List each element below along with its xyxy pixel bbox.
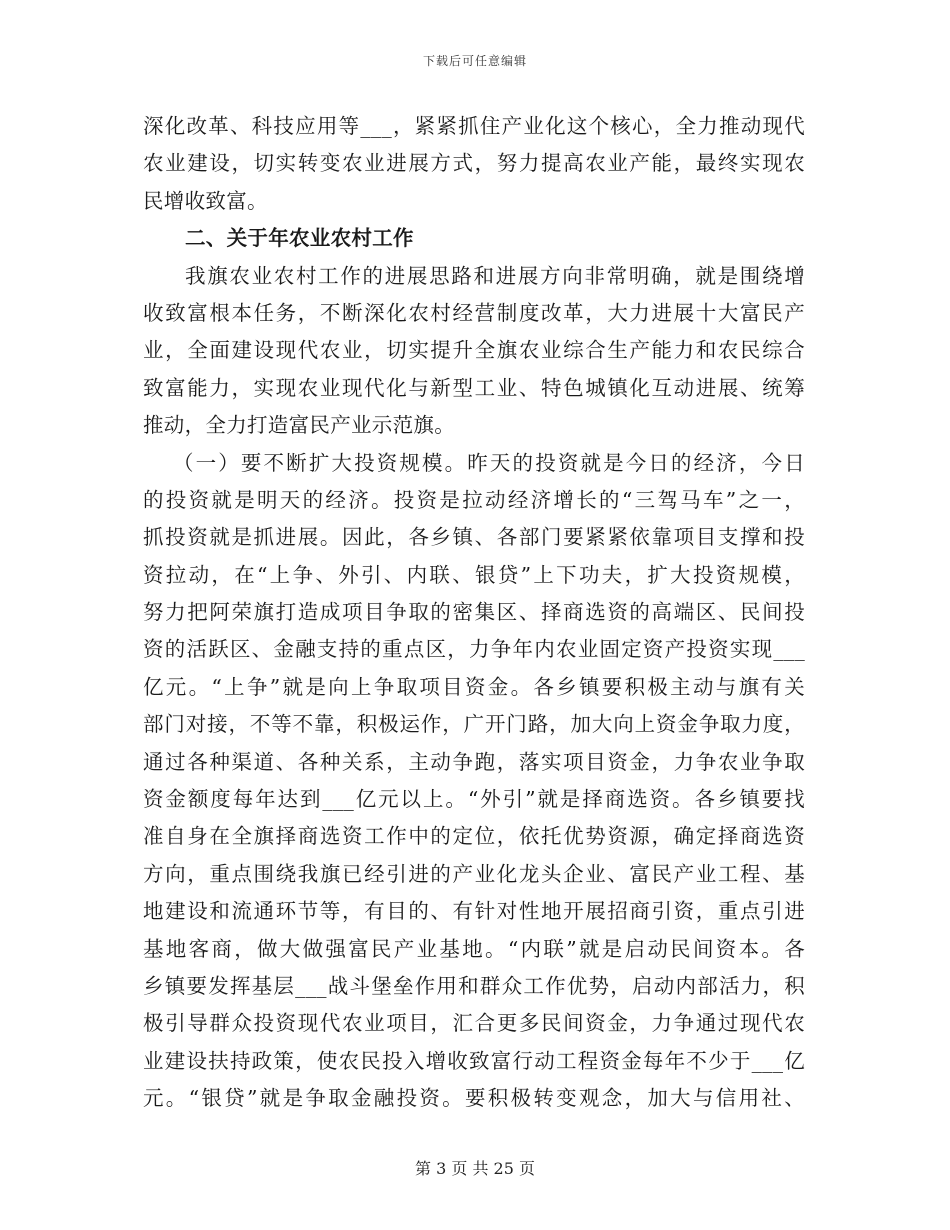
text-line: 民增收致富。 xyxy=(143,188,268,213)
text-line: 抓投资就是抓进展。因此，各乡镇、各部门要紧紧依靠项目支撑和投 xyxy=(143,525,805,550)
text-line: 深化改革、科技应用等___，紧紧抓住产业化这个核心，全力推动现代 xyxy=(143,114,805,138)
text-line: 努力把阿荣旗打造成项目争取的密集区、择商选资的高端区、民间投 xyxy=(143,600,805,625)
text-line: 乡镇要发挥基层___战斗堡垒作用和群众工作优势，启动内部活力，积 xyxy=(143,973,805,998)
text-line: 资拉动，在“上争、外引、内联、银贷”上下功夫，扩大投资规模， xyxy=(143,562,805,587)
text-line: 致富能力，实现农业现代化与新型工业、特色城镇化互动进展、统筹 xyxy=(143,375,805,400)
text-line: 方向，重点围绕我旗已经引进的产业化龙头企业、富民产业工程、基 xyxy=(143,861,805,886)
section-heading: 二、关于年农业农村工作 xyxy=(185,226,414,251)
text-line: 亿元。“上争”就是向上争取项目资金。各乡镇要积极主动与旗有关 xyxy=(143,674,805,699)
text-line: 极引导群众投资现代农业项目，汇合更多民间资金，力争通过现代农 xyxy=(143,1011,805,1036)
text-line: 地建设和流通环节等，有目的、有针对性地开展招商引资，重点引进 xyxy=(143,899,805,924)
text-line: 部门对接，不等不靠，积极运作，广开门路，加大向上资金争取力度， xyxy=(143,712,805,737)
text-line: 准自身在全旗择商选资工作中的定位，依托优势资源，确定择商选资 xyxy=(143,824,805,849)
text-line: 的投资就是明天的经济。投资是拉动经济增长的“三驾马车”之一， xyxy=(143,487,805,512)
text-line: 通过各种渠道、各种关系，主动争跑，落实项目资金，力争农业争取 xyxy=(143,749,805,774)
text-line: 基地客商，做大做强富民产业基地。“内联”就是启动民间资本。各 xyxy=(143,936,805,961)
text-line: 元。“银贷”就是争取金融投资。要积极转变观念，加大与信用社、 xyxy=(143,1086,805,1111)
text-line: 收致富根本任务，不断深化农村经营制度改革，大力进展十大富民产 xyxy=(143,300,805,325)
page-header-note: 下载后可任意编辑 xyxy=(422,54,527,68)
paragraph-first-line: 我旗农业农村工作的进展思路和进展方向非常明确，就是围绕增 xyxy=(185,263,805,288)
paragraph-first-line: （一）要不断扩大投资规模。昨天的投资就是今日的经济，今日 xyxy=(173,450,805,475)
page-number: 第 3 页 共 25 页 xyxy=(415,1159,535,1178)
text-line: 业，全面建设现代农业，切实提升全旗农业综合生产能力和农民综合 xyxy=(143,338,805,363)
text-line: 推动，全力打造富民产业示范旗。 xyxy=(143,413,455,438)
text-line: 业建设扶持政策，使农民投入增收致富行动工程资金每年不少于___亿 xyxy=(143,1048,805,1073)
text-line: 资的活跃区、金融支持的重点区，力争年内农业固定资产投资实现___ xyxy=(143,637,805,662)
document-body xyxy=(143,108,805,1118)
text-line: 农业建设，切实转变农业进展方式，努力提高农业产能，最终实现农 xyxy=(143,151,805,176)
text-line: 资金额度每年达到___亿元以上。“外引”就是择商选资。各乡镇要找 xyxy=(143,787,805,812)
